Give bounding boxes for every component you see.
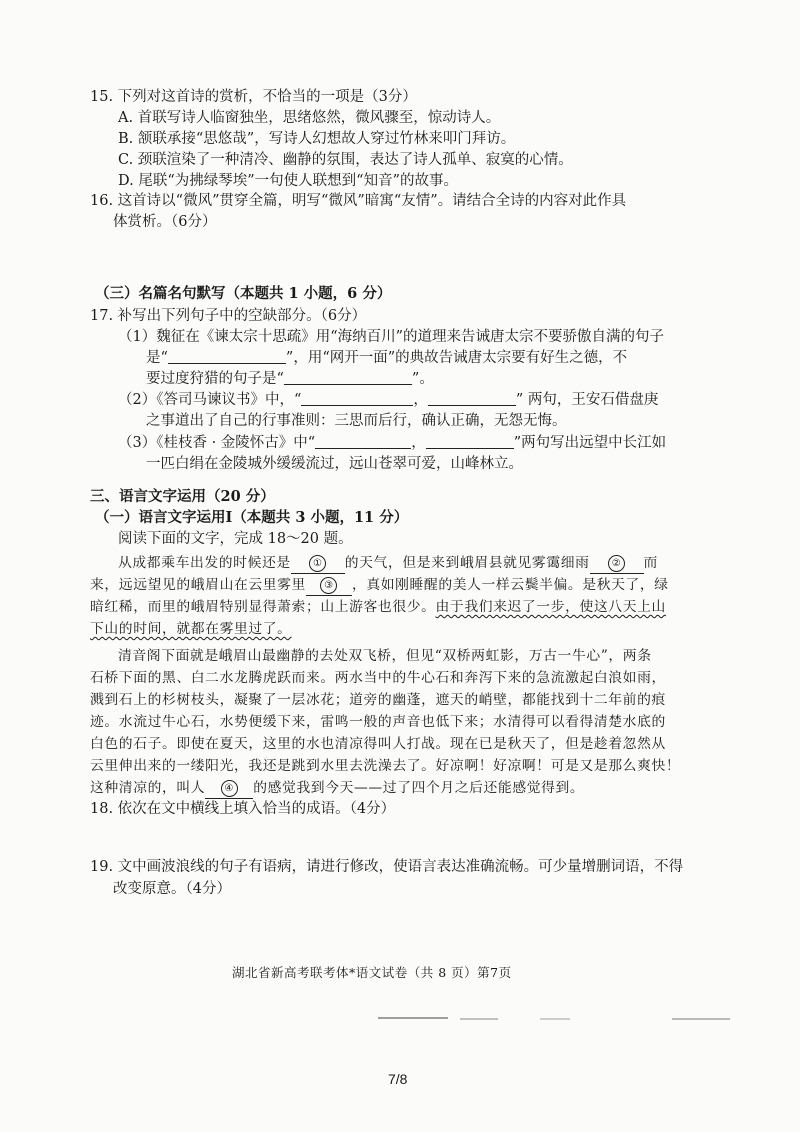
answer-blank[interactable]: ① bbox=[291, 553, 345, 574]
passage-p2-line5: 白色的石子。即使在夏天，这里的水也清凉得叫人打战。现在已是秋天了，但是趁着忽然从 bbox=[90, 736, 666, 752]
passage-p1-line2: 来，远远望见的峨眉山在云里雾里 ③ ，真如刚睡醒的美人一样云鬓半偏。是秋天了，绿 bbox=[90, 575, 669, 596]
q17-part1-line3: 要过度狩猎的句子是“ ”。 bbox=[146, 371, 434, 387]
q15-option-a: A. 首联写诗人临窗独坐，思绪悠然，微风骤至，惊动诗人。 bbox=[118, 110, 501, 126]
passage-p1-line1: 从成都乘车出发的时候还是 ① 的天气，但是来到峨眉县就见雾霭细雨 ② 而 bbox=[118, 553, 658, 574]
q17-part1-line1: （1）魏征在《谏太宗十思疏》用“海纳百川”的道理来告诫唐太宗不要骄傲自满的句子 bbox=[118, 329, 665, 345]
passage-p2-line2: 石桥下面的黑、白二水龙腾虎跃而来。两水当中的牛心石和奔泻下来的急流激起白浪如雨， bbox=[90, 670, 666, 686]
answer-blank[interactable] bbox=[284, 370, 412, 385]
q17-part3-line2: 一匹白绢在金陵城外缓缓流过，远山苍翠可爱，山峰林立。 bbox=[146, 456, 523, 472]
answer-blank[interactable]: ④ bbox=[205, 778, 253, 799]
answer-blank[interactable]: ③ bbox=[306, 575, 352, 596]
q16-line2: 体赏析。（6分） bbox=[113, 214, 217, 230]
answer-blank[interactable] bbox=[315, 434, 411, 449]
part3-subheading: （一）语言文字运用Ⅰ（本题共 3 小题，11 分） bbox=[95, 509, 409, 526]
passage-p2-line1: 清音阁下面就是峨眉山最幽静的去处双飞桥，但见“双桥两虹影，万古一牛心”，两条 bbox=[118, 648, 652, 664]
scan-mark bbox=[540, 1018, 570, 1020]
passage-p2-line7: 这种清凉的，叫人 ④ 的感觉我到今天——过了四个月之后还能感觉得到。 bbox=[90, 778, 584, 799]
q17-part2-line2: 之事道出了自己的行事准则：三思而后行，确认正确，无怨无悔。 bbox=[146, 413, 567, 429]
page-footer: 湖北省新高考联考体*语文试卷（共 8 页）第7页 bbox=[232, 965, 512, 980]
scan-mark bbox=[460, 1018, 498, 1020]
passage-p2-line6: 云里伸出来的一缕阳光，我还是跳到水里去洗澡去了。好凉啊！好凉啊！可是又是那么爽快！ bbox=[90, 758, 681, 774]
q15-stem: 15. 下列对这首诗的赏析，不恰当的一项是（3分） bbox=[90, 89, 417, 105]
answer-blank[interactable] bbox=[426, 434, 514, 449]
q17-part3-line1: （3）《桂枝香 · 金陵怀古》中“ ， ”两句写出远望中长江如 bbox=[118, 435, 667, 451]
answer-blank[interactable]: ② bbox=[590, 553, 644, 574]
q17-stem: 17. 补写出下列句子中的空缺部分。（6分） bbox=[90, 308, 367, 324]
q19-line1: 19. 文中画波浪线的句子有语病，请进行修改，使语言表达准确流畅。可少量增删词语，不得 bbox=[90, 859, 684, 875]
section3-heading: （三）名篇名句默写（本题共 1 小题，6 分） bbox=[95, 285, 392, 302]
reading-instruction: 阅读下面的文字，完成 18～20 题。 bbox=[118, 531, 353, 547]
q18-stem: 18. 依次在文中横线上填入恰当的成语。（4分） bbox=[90, 801, 396, 817]
q15-option-d: D. 尾联“为拂绿琴埃”一句使人联想到“知音”的故事。 bbox=[118, 173, 458, 189]
passage-p1-line3: 暗红稀，而里的峨眉特别显得萧索；山上游客也很少。由于我们来迟了一步，使这八天上山 bbox=[90, 599, 666, 615]
answer-blank[interactable] bbox=[301, 391, 413, 406]
part3-heading: 三、语言文字运用（20 分） bbox=[90, 488, 275, 505]
q15-option-b: B. 颔联承接“思悠哉”，写诗人幻想故人穿过竹林来叩门拜访。 bbox=[118, 131, 516, 147]
passage-p2-line4: 迹。水流过牛心石，水势便缓下来，雷鸣一般的声音也低下来；水清得可以看得清楚水底的 bbox=[90, 714, 666, 730]
passage-p1-line4 bbox=[90, 619, 292, 639]
q17-part1-line2: 是“ ”，用“网开一面”的典故告诫唐太宗要有好生之德，不 bbox=[146, 350, 628, 366]
q16-line1: 16. 这首诗以“微风”贯穿全篇，明写“微风”暗寓“友情”。请结合全诗的内容对此作具 bbox=[90, 193, 627, 209]
page-number: 7/8 bbox=[388, 1071, 408, 1087]
wavy-sentence: 由于我们来迟了一步，使这八天上山 bbox=[435, 599, 666, 615]
q19-line2: 改变原意。（4分） bbox=[113, 881, 231, 897]
answer-blank[interactable] bbox=[428, 391, 516, 406]
q15-option-c: C. 颈联渲染了一种清冷、幽静的氛围，表达了诗人孤单、寂寞的心情。 bbox=[118, 152, 573, 168]
wavy-sentence: 下山的时间，就都在雾里过了。 bbox=[90, 621, 292, 637]
passage-p2-line3: 溅到石上的杉树枝头，凝聚了一层冰花；道旁的幽蓬，遮天的峭壁，都能找到十二年前的痕 bbox=[90, 692, 666, 708]
scan-mark bbox=[378, 1017, 448, 1019]
answer-blank[interactable] bbox=[168, 349, 286, 364]
scan-mark bbox=[672, 1018, 730, 1020]
q17-part2-line1: （2）《答司马谏议书》中，“ ， ” 两句，王安石借盘庚 bbox=[118, 392, 659, 408]
